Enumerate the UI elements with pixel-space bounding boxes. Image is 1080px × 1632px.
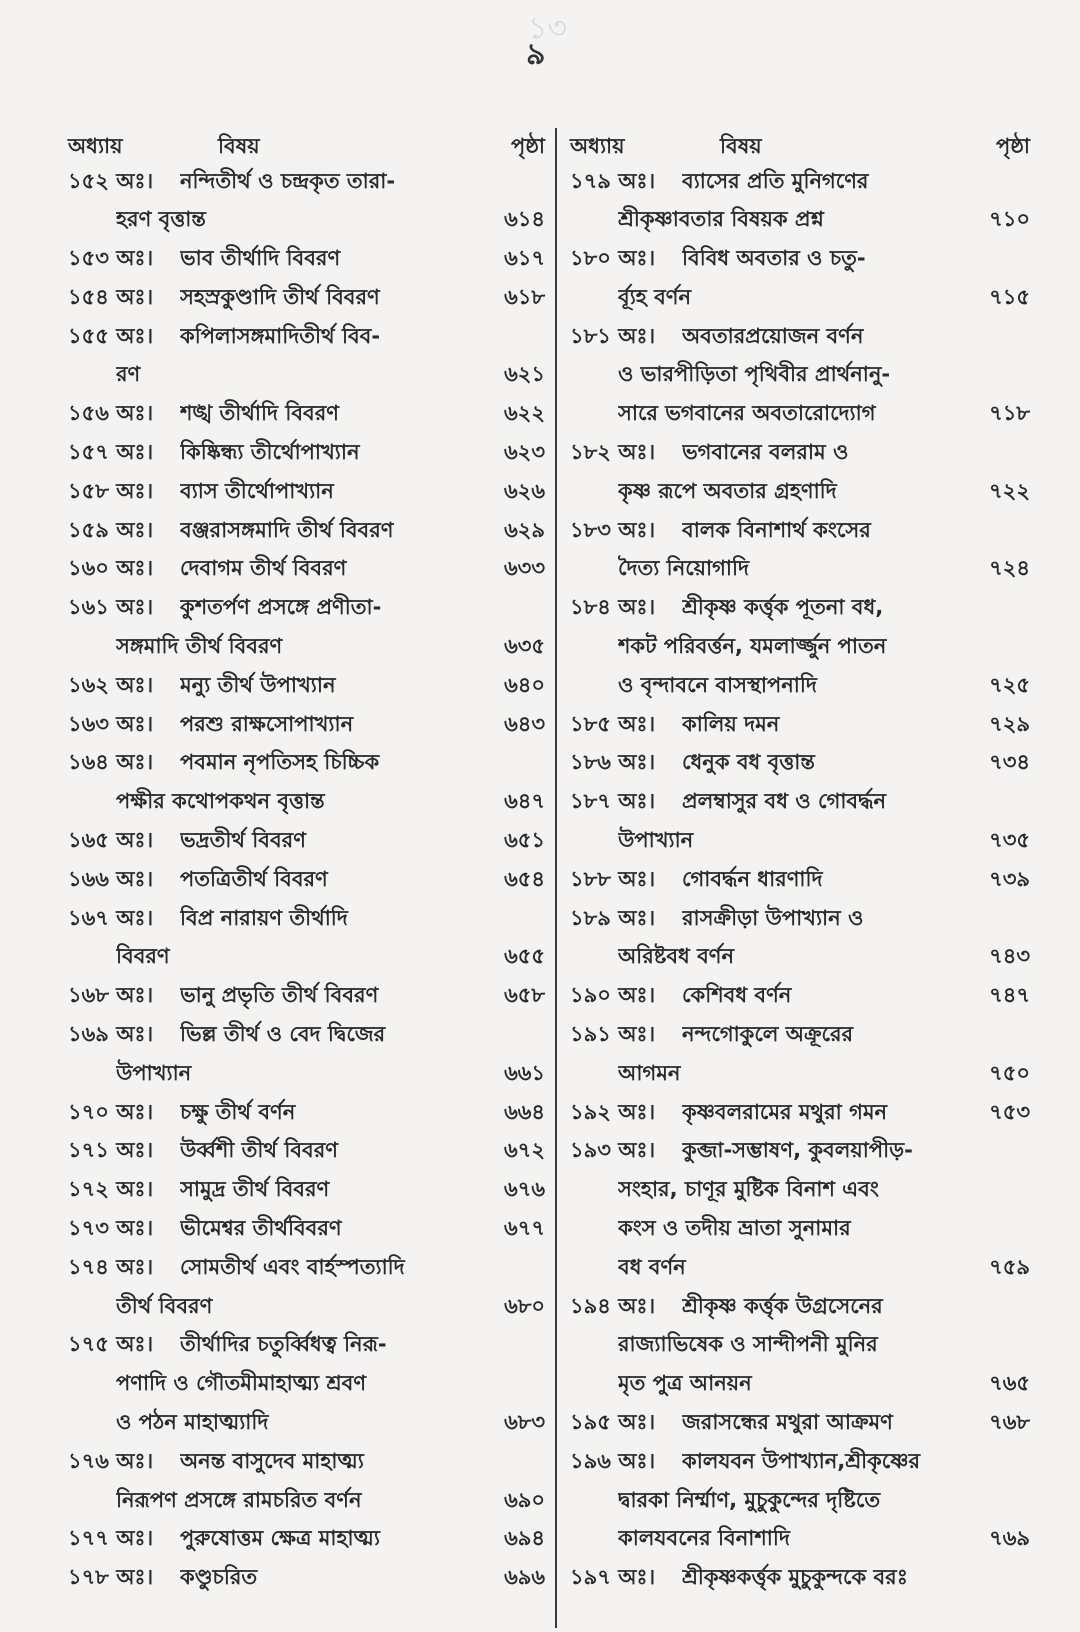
toc-entry: [570, 1408, 1030, 1440]
toc-right-column: [570, 128, 1030, 1601]
page-reference: ৬১৪: [504, 207, 545, 232]
toc-entry: [570, 1020, 1030, 1052]
chapter-number: ১৭৫ অঃ।: [68, 1332, 154, 1357]
page-reference: ৭২৫: [989, 672, 1030, 697]
chapter-title: রাসক্রীড়া উপাখ্যান ও: [682, 905, 864, 930]
chapter-title: বধ বর্ণন: [618, 1254, 686, 1279]
chapter-number: ১৮২ অঃ।: [570, 440, 656, 465]
page-reference: ৬৮৩: [504, 1410, 545, 1434]
toc-entry-continuation: [68, 632, 545, 664]
page-reference: ৭১০: [989, 207, 1030, 232]
page-reference: ৭৪৭: [989, 983, 1030, 1008]
toc-entry: [68, 1136, 545, 1168]
chapter-title: অনন্ত বাসুদেব মাহাত্ম্য: [180, 1448, 364, 1473]
toc-entry: [570, 438, 1030, 470]
toc-entry-continuation: [570, 1524, 1030, 1556]
chapter-title: বিবরণ: [116, 944, 170, 969]
chapter-number: ১৭৩ অঃ।: [68, 1216, 154, 1241]
chapter-title: অবতারপ্রয়োজন বর্ণন: [682, 323, 864, 348]
toc-entry: [68, 1252, 545, 1284]
chapter-title: চক্ষু তীর্থ বর্ণন: [180, 1099, 296, 1124]
chapter-number: ১৯০ অঃ।: [570, 983, 656, 1008]
chapter-title: হরণ বৃত্তান্ত: [116, 207, 206, 232]
page-reference: ৭১৫: [989, 284, 1030, 309]
page-reference: ৭৪৩: [989, 944, 1030, 969]
page-reference: ৭৩৯: [989, 866, 1030, 891]
toc-entry-continuation: [570, 670, 1030, 702]
chapter-title: সংহার, চাণূর মুষ্টিক বিনাশ এবং: [618, 1177, 879, 1202]
chapter-number: ১৭৪ অঃ।: [68, 1254, 154, 1279]
chapter-number: ১৭০ অঃ।: [68, 1099, 154, 1124]
page-reference: ৬৪৩: [504, 711, 545, 736]
toc-entry-continuation: [570, 476, 1030, 508]
chapter-number: ১৬৯ অঃ।: [68, 1022, 154, 1047]
toc-entry: [570, 321, 1030, 353]
chapter-title: তীর্থ বিবরণ: [116, 1293, 213, 1318]
page-reference: ৭৩৪: [989, 750, 1030, 775]
chapter-number: ১৯৫ অঃ।: [570, 1410, 656, 1434]
chapter-number: ১৯৪ অঃ।: [570, 1293, 656, 1318]
page-number: ৯: [526, 37, 546, 72]
chapter-title: ব্যাসের প্রতি মুনিগণের: [682, 168, 869, 193]
page-reference: ৬১৮: [504, 284, 545, 309]
page-reference: ৭৬৮: [989, 1410, 1030, 1434]
page-reference: ৭৩৫: [989, 828, 1030, 853]
toc-entry: [68, 1330, 545, 1362]
chapter-title: উপাখ্যান: [618, 828, 694, 853]
page-reference: ৭২৪: [989, 556, 1030, 581]
chapter-title: ভগবানের বলরাম ও: [682, 440, 849, 465]
chapter-title: পণাদি ও গৌতমীমাহাত্ম্য শ্রবণ: [116, 1371, 367, 1396]
page-reference: ৬৫৪: [504, 866, 545, 891]
toc-entry: [68, 1214, 545, 1246]
toc-entry: [68, 166, 545, 198]
chapter-title: কৃষ্ণ রূপে অবতার গ্রহণাদি: [618, 478, 837, 503]
toc-entry-continuation: [68, 1485, 545, 1517]
chapter-title: সামুদ্র তীর্থ বিবরণ: [180, 1177, 330, 1202]
header-subject: বিষয়: [720, 133, 762, 158]
toc-entry: [68, 282, 545, 314]
toc-entry-continuation: [570, 1214, 1030, 1246]
header-page: পৃষ্ঠা: [995, 133, 1030, 158]
chapter-title: জরাসন্ধের মথুরা আক্রমণ: [682, 1410, 893, 1434]
toc-entry: [68, 709, 545, 741]
toc-entries: [68, 166, 545, 1595]
toc-entry-continuation: [570, 1058, 1030, 1090]
chapter-title: শ্রীকৃষ্ণাবতার বিষয়ক প্রশ্ন: [618, 207, 824, 232]
toc-entry-continuation: [68, 1058, 545, 1090]
chapter-title: ধেনুক বধ বৃত্তান্ত: [682, 750, 815, 775]
page-reference: ৬৯৬: [504, 1565, 545, 1590]
chapter-title: পরশু রাক্ষসোপাখ্যান: [180, 711, 354, 736]
toc-entry-continuation: [570, 1175, 1030, 1207]
chapter-number: ১৫৯ অঃ।: [68, 517, 154, 542]
page-reference: ৬২৬: [504, 478, 545, 503]
toc-entry: [570, 709, 1030, 741]
chapter-number: ১৬২ অঃ।: [68, 672, 154, 697]
chapter-title: পতত্রিতীর্থ বিবরণ: [180, 866, 328, 891]
page-reference: ৬২৯: [504, 517, 545, 542]
chapter-title: তীর্থাদির চতুর্ব্বিধত্ব নিরূ-: [180, 1332, 387, 1357]
page-reference: ৭৬৫: [989, 1371, 1030, 1396]
toc-entry-continuation: [68, 942, 545, 974]
chapter-title: নিরূপণ প্রসঙ্গে রামচরিত বর্ণন: [116, 1487, 362, 1512]
toc-entry: [68, 244, 545, 276]
chapter-title: কংস ও তদীয় ভ্রাতা সুনামার: [618, 1216, 851, 1241]
page-reference: ৬৪৭: [504, 789, 545, 814]
page-reference: ৬৬৪: [504, 1099, 545, 1124]
toc-entry-continuation: [68, 1291, 545, 1323]
page-reference: ৭৫৩: [989, 1099, 1030, 1124]
chapter-number: ১৫৬ অঃ।: [68, 401, 154, 426]
toc-entry-continuation: [68, 1408, 545, 1440]
toc-entry-continuation: [570, 1252, 1030, 1284]
page-reference: ৭২২: [989, 478, 1030, 503]
chapter-title: কুব্জা-সম্ভাষণ, কুবলয়াপীড়-: [682, 1138, 913, 1163]
page-reference: ৬৭৭: [504, 1216, 545, 1241]
chapter-title: সোমতীর্থ এবং বার্হস্পত্যাদি: [180, 1254, 405, 1279]
page-reference: ৬৫১: [504, 828, 545, 853]
toc-entry: [570, 1136, 1030, 1168]
chapter-title: মন্যু তীর্থ উপাখ্যান: [180, 672, 336, 697]
toc-entry: [68, 981, 545, 1013]
page-reference: ৭৬৯: [989, 1526, 1030, 1551]
chapter-title: উর্ব্বশী তীর্থ বিবরণ: [180, 1138, 338, 1163]
toc-entry-continuation: [570, 554, 1030, 586]
header-chapter: অধ্যায়: [570, 133, 625, 158]
toc-entry: [68, 1097, 545, 1129]
chapter-title: শঙ্খ তীর্থাদি বিবরণ: [180, 401, 339, 426]
toc-entry: [68, 1020, 545, 1052]
chapter-number: ১৬১ অঃ।: [68, 595, 154, 620]
chapter-title: আগমন: [618, 1060, 681, 1085]
chapter-number: ১৮৭ অঃ।: [570, 789, 656, 814]
column-divider: [555, 128, 557, 1628]
toc-entry: [570, 787, 1030, 819]
chapter-title: রাজ্যাভিষেক ও সান্দীপনী মুনির: [618, 1332, 878, 1357]
chapter-title: কালিয় দমন: [682, 711, 780, 736]
chapter-number: ১৮০ অঃ।: [570, 246, 656, 271]
chapter-title: কপিলাসঙ্গমাদিতীর্থ বিব-: [180, 323, 381, 348]
chapter-title: কেশিবধ বর্ণন: [682, 983, 792, 1008]
chapter-title: কুশতর্পণ প্রসঙ্গে প্রণীতা-: [180, 595, 382, 620]
chapter-title: শকট পরিবর্ত্তন, যমলার্জ্জুন পাতন: [618, 634, 887, 659]
page-reference: ৬২১: [504, 362, 545, 387]
toc-entry-continuation: [68, 360, 545, 392]
toc-entry-continuation: [68, 205, 545, 237]
toc-entry: [68, 476, 545, 508]
chapter-number: ১৭২ অঃ।: [68, 1177, 154, 1202]
page-reference: ৭১৮: [989, 401, 1030, 426]
toc-entry: [570, 593, 1030, 625]
chapter-number: ১৯৩ অঃ।: [570, 1138, 656, 1163]
toc-entry: [68, 1175, 545, 1207]
chapter-title: শ্রীকৃষ্ণ কর্ত্তৃক পূতনা বধ,: [682, 595, 884, 620]
chapter-title: ভানু প্রভৃতি তীর্থ বিবরণ: [180, 983, 379, 1008]
toc-entry: [68, 748, 545, 780]
toc-entry: [68, 903, 545, 935]
chapter-title: পুরুষোত্তম ক্ষেত্র মাহাত্ম্য: [180, 1526, 380, 1551]
show-through-page-number: ১৩: [528, 11, 567, 46]
chapter-title: ভদ্রতীর্থ বিবরণ: [180, 828, 306, 853]
toc-entry: [68, 554, 545, 586]
toc-entry: [68, 321, 545, 353]
toc-header: [68, 128, 545, 166]
toc-entry: [68, 399, 545, 431]
chapter-number: ১৫৮ অঃ।: [68, 478, 154, 503]
toc-entry: [68, 670, 545, 702]
chapter-title: নন্দগোকুলে অক্রূরের: [682, 1022, 854, 1047]
chapter-number: ১৮৩ অঃ।: [570, 517, 656, 542]
toc-entry: [570, 1291, 1030, 1323]
chapter-number: ১৮৯ অঃ।: [570, 905, 656, 930]
chapter-title: সহস্রকুণ্ডাদি তীর্থ বিবরণ: [180, 284, 380, 309]
toc-entry-continuation: [570, 360, 1030, 392]
chapter-number: ১৫৫ অঃ।: [68, 323, 154, 348]
chapter-title: গোবর্দ্ধন ধারণাদি: [682, 866, 823, 891]
page-reference: ৬৭২: [504, 1138, 545, 1163]
page-reference: ৬১৭: [504, 246, 545, 271]
chapter-title: পক্ষীর কথোপকথন বৃত্তান্ত: [116, 789, 325, 814]
chapter-number: ১৮৬ অঃ।: [570, 750, 656, 775]
page-reference: ৬২২: [504, 401, 545, 426]
toc-entry: [570, 903, 1030, 935]
chapter-number: ১৬৬ অঃ।: [68, 866, 154, 891]
toc-entry-continuation: [68, 787, 545, 819]
chapter-title: কালযবন উপাখ্যান,শ্রীকৃষ্ণের: [682, 1448, 921, 1473]
toc-entry-continuation: [570, 1485, 1030, 1517]
toc-entry: [570, 1446, 1030, 1478]
page-reference: ৭২৯: [989, 711, 1030, 736]
page-reference: ৬২৩: [504, 440, 545, 465]
toc-entry: [570, 166, 1030, 198]
toc-entry-continuation: [570, 1369, 1030, 1401]
page-reference: ৬৩৫: [504, 634, 545, 659]
chapter-title: বিপ্র নারায়ণ তীর্থাদি: [180, 905, 348, 930]
toc-entry-continuation: [570, 826, 1030, 858]
page-reference: ৬৩৩: [504, 556, 545, 581]
toc-entry: [570, 244, 1030, 276]
chapter-number: ১৮১ অঃ।: [570, 323, 656, 348]
chapter-number: ১৯৭ অঃ।: [570, 1565, 656, 1590]
chapter-number: ১৯৬ অঃ।: [570, 1448, 656, 1473]
page-reference: ৭৫০: [989, 1060, 1030, 1085]
header-chapter: অধ্যায়: [68, 133, 123, 158]
chapter-title: অরিষ্টবধ বর্ণন: [618, 944, 735, 969]
toc-entry: [68, 1446, 545, 1478]
chapter-number: ১৯২ অঃ।: [570, 1099, 656, 1124]
page-reference: ৬৫৫: [504, 944, 545, 969]
toc-entry-continuation: [570, 942, 1030, 974]
chapter-title: নন্দিতীর্থ ও চন্দ্রকৃত তারা-: [180, 168, 396, 193]
chapter-title: ভাব তীর্থাদি বিবরণ: [180, 246, 341, 271]
chapter-number: ১৭১ অঃ।: [68, 1138, 154, 1163]
chapter-title: শ্রীকৃষ্ণ কর্ত্তৃক উগ্রসেনের: [682, 1293, 883, 1318]
chapter-title: ও পঠন মাহাত্ম্যাদি: [116, 1410, 269, 1434]
chapter-title: কৃষ্ণবলরামের মথুরা গমন: [682, 1099, 888, 1124]
toc-entry: [68, 826, 545, 858]
chapter-number: ১৭৮ অঃ।: [68, 1565, 154, 1590]
page-reference: ৬৬১: [504, 1060, 545, 1085]
chapter-title: বঞ্জরাসঙ্গমাদি তীর্থ বিবরণ: [180, 517, 394, 542]
chapter-title: দ্বারকা নির্ম্মাণ, মুচুকুন্দের দৃষ্টিতে: [618, 1487, 881, 1512]
page-reference: ৬৯০: [504, 1487, 545, 1512]
chapter-number: ১৮৫ অঃ।: [570, 711, 656, 736]
toc-entry-continuation: [570, 1330, 1030, 1362]
header-page: পৃষ্ঠা: [510, 133, 545, 158]
page-reference: ৬৭৬: [504, 1177, 545, 1202]
toc-header: [570, 128, 1030, 166]
toc-entry: [570, 1097, 1030, 1129]
chapter-title: কণ্ডুচরিত: [180, 1565, 258, 1590]
chapter-number: ১৬০ অঃ।: [68, 556, 154, 581]
chapter-title: র্ব্যূহ বর্ণন: [618, 284, 692, 309]
page-reference: ৬৯৪: [504, 1526, 545, 1551]
header-subject: বিষয়: [218, 133, 260, 158]
chapter-title: মৃত পুত্র আনয়ন: [618, 1371, 752, 1396]
chapter-title: ব্যাস তীর্থোপাখ্যান: [180, 478, 334, 503]
chapter-number: ১৬৭ অঃ।: [68, 905, 154, 930]
chapter-number: ১৯১ অঃ।: [570, 1022, 656, 1047]
chapter-title: ভিল্ল তীর্থ ও বেদ দ্বিজের: [180, 1022, 386, 1047]
toc-entry: [570, 864, 1030, 896]
toc-entry: [570, 1563, 1030, 1595]
page-reference: ৭৫৯: [989, 1254, 1030, 1279]
chapter-title: সঙ্গমাদি তীর্থ বিবরণ: [116, 634, 283, 659]
chapter-title: ও ভারপীড়িতা পৃথিবীর প্রার্থনানু-: [618, 362, 891, 387]
page-reference: ৬৮০: [504, 1293, 545, 1318]
toc-entry: [570, 515, 1030, 547]
toc-entry: [68, 1524, 545, 1556]
toc-entry-continuation: [570, 205, 1030, 237]
chapter-title: দৈত্য নিয়োগাদি: [618, 556, 750, 581]
chapter-title: বালক বিনাশার্থ কংসের: [682, 517, 871, 542]
chapter-number: ১৫২ অঃ।: [68, 168, 154, 193]
toc-entries: [570, 166, 1030, 1595]
chapter-title: বিবিধ অবতার ও চতু-: [682, 246, 866, 271]
chapter-number: ১৬৮ অঃ।: [68, 983, 154, 1008]
chapter-title: ও বৃন্দাবনে বাসস্থাপনাদি: [618, 672, 817, 697]
chapter-title: দেবাগম তীর্থ বিবরণ: [180, 556, 347, 581]
chapter-number: ১৭৭ অঃ।: [68, 1526, 154, 1551]
chapter-number: ১৮৪ অঃ।: [570, 595, 656, 620]
toc-entry: [570, 981, 1030, 1013]
chapter-title: কালযবনের বিনাশাদি: [618, 1526, 790, 1551]
toc-entry-continuation: [68, 1369, 545, 1401]
toc-entry-continuation: [570, 632, 1030, 664]
chapter-number: ১৭৬ অঃ।: [68, 1448, 154, 1473]
toc-entry: [68, 1563, 545, 1595]
toc-entry-continuation: [570, 282, 1030, 314]
chapter-number: ১৫৩ অঃ।: [68, 246, 154, 271]
chapter-number: ১৭৯ অঃ।: [570, 168, 656, 193]
chapter-number: ১৮৮ অঃ।: [570, 866, 656, 891]
toc-entry: [68, 515, 545, 547]
chapter-title: প্রলম্বাসুর বধ ও গোবর্দ্ধন: [682, 789, 887, 814]
toc-entry: [570, 748, 1030, 780]
chapter-number: ১৬৫ অঃ।: [68, 828, 154, 853]
toc-entry: [68, 438, 545, 470]
chapter-title: শ্রীকৃষ্ণকর্ত্তৃক মুচুকুন্দকে বরঃ: [682, 1565, 908, 1590]
chapter-title: উপাখ্যান: [116, 1060, 192, 1085]
toc-entry-continuation: [570, 399, 1030, 431]
chapter-number: ১৬৩ অঃ।: [68, 711, 154, 736]
toc-entry: [68, 593, 545, 625]
chapter-number: ১৬৪ অঃ।: [68, 750, 154, 775]
chapter-number: ১৫৭ অঃ।: [68, 440, 154, 465]
chapter-title: কিষ্কিন্ধ্য তীর্থোপাখ্যান: [180, 440, 360, 465]
chapter-number: ১৫৪ অঃ।: [68, 284, 154, 309]
toc-entry: [68, 864, 545, 896]
chapter-title: সারে ভগবানের অবতারোদ্যোগ: [618, 401, 876, 426]
toc-left-column: [68, 128, 545, 1601]
chapter-title: রণ: [116, 362, 141, 387]
chapter-title: ভীমেশ্বর তীর্থবিবরণ: [180, 1216, 342, 1241]
page-reference: ৬৫৮: [504, 983, 545, 1008]
chapter-title: পবমান নৃপতিসহ চিচ্চিক: [180, 750, 380, 775]
page-reference: ৬৪০: [504, 672, 545, 697]
